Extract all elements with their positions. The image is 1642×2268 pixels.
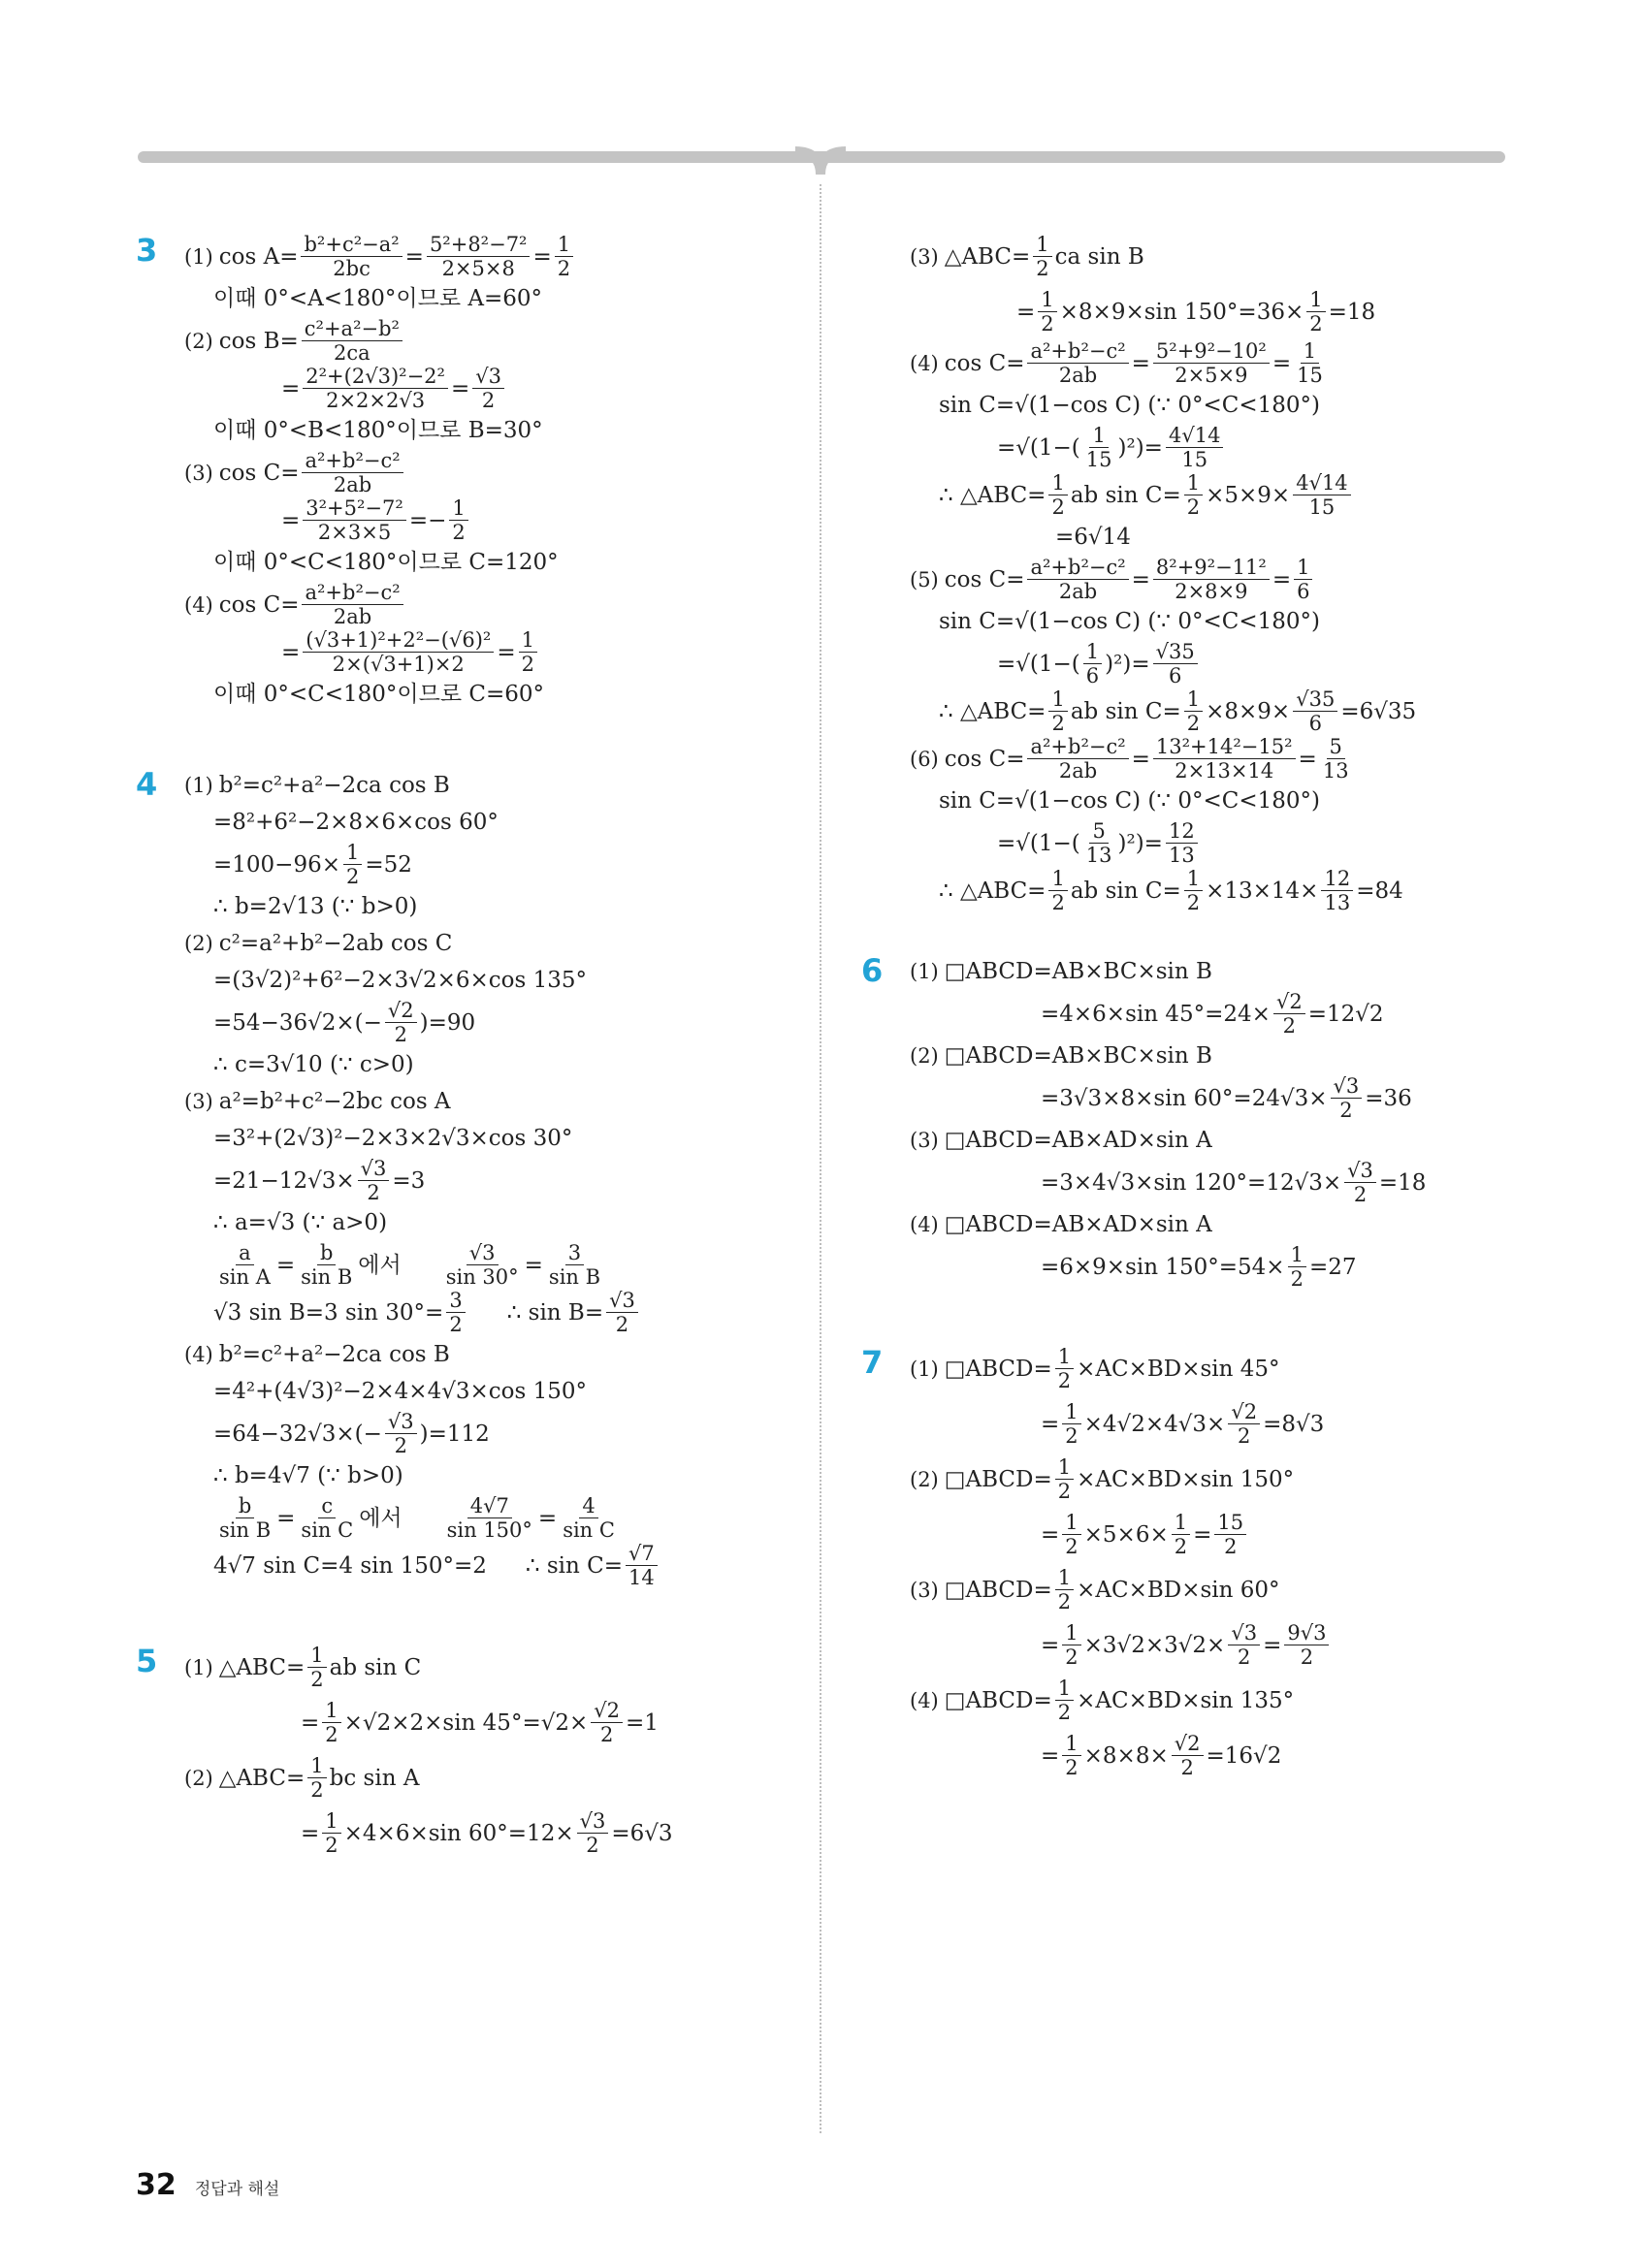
- fraction: $\frac{1}{2}$: [1184, 471, 1203, 519]
- solution-line: (5) cos C= $\frac{\text{a²+b²−c²}}{2ab}$ = $\frac{\text{8²+9²−11²}}{2\times 8\times 9}$ = $\frac{1}{6}$: [861, 556, 1521, 603]
- solution-line: (2) □ABCD= $\frac{1}{2}$ ×AC×BD×sin 150°: [910, 1455, 1295, 1503]
- fraction: $\frac{1}{2}$: [1055, 1566, 1074, 1613]
- solution-line: ∴ b=4√7 (∵ b>0): [213, 1463, 403, 1488]
- fraction: $\frac{4√7}{\sin 150^\circ}$: [446, 1494, 532, 1542]
- solution-line: sin C=√(1−cos C) (∵ 0°<C<180°): [939, 393, 1320, 418]
- fraction: $\frac{3}{\text{sin B}}$: [548, 1241, 601, 1289]
- fraction: $\frac{1}{15}$: [1297, 339, 1323, 387]
- fraction: $\frac{1}{2}$: [343, 841, 362, 888]
- fraction: $\frac{√3}{2}$: [385, 1410, 417, 1457]
- solution-line: =(3√2)²+6²−2×3√2×6×cos 135°: [213, 968, 588, 993]
- fraction: $\frac{1}{2}$: [1055, 1345, 1074, 1392]
- fraction: $\frac{1}{2}$: [1062, 1400, 1080, 1448]
- solution-line: (3) cos C= $\frac{\text{a²+b²−c²}}{2ab}$: [136, 449, 795, 496]
- footer-title: 정답과 해설: [194, 2180, 280, 2199]
- problem-7: [861, 1345, 1521, 1779]
- problem-3: [136, 233, 795, 713]
- fraction: $\frac{\text{a²+b²−c²}}{2ab}$: [302, 449, 402, 496]
- solution-line: = $\frac{1}{2}$ ×3√2×3√2× $\frac{√3}{2}$ = $\frac{9√3}{2}$: [861, 1621, 1521, 1669]
- solution-line: (3) a²=b²+c²−2bc cos A: [184, 1089, 451, 1114]
- solution-line: = $\frac{\text{3²+5²−7²}}{2\times 3\times 5}$ =− $\frac{1}{2}$: [136, 496, 795, 544]
- solution-line: = $\frac{1}{2}$ ×4×6×sin 60°=12× $\frac{√3}{2}$ =6√3: [301, 1809, 673, 1857]
- fraction: $\frac{1}{2}$: [1184, 687, 1203, 735]
- solution-line: =3×4√3×sin 120°=12√3× $\frac{√3}{2}$ =18: [1041, 1159, 1427, 1206]
- fraction: $\frac{b}{\text{sin B}}$: [219, 1494, 272, 1542]
- fraction: $\frac{1}{2}$: [1055, 1455, 1074, 1503]
- fraction: $\frac{1}{2}$: [1048, 687, 1067, 735]
- solution-line: =21−12√3× $\frac{√3}{2}$ =3: [213, 1157, 426, 1204]
- solution-line: =3√3×8×sin 60°=24√3× $\frac{√3}{2}$ =36: [1041, 1074, 1412, 1122]
- fraction: $\frac{1}{2}$: [1038, 288, 1056, 335]
- fraction: $\frac{\text{(√3+1)²+2²−(√6)²}}{2\times(√3+1)\times 2}$: [303, 628, 494, 676]
- solution-line: sin C=√(1−cos C) (∵ 0°<C<180°): [939, 609, 1320, 634]
- fraction: $\frac{\text{3²+5²−7²}}{2\times 3\times 5}$: [303, 496, 406, 544]
- fraction: $\frac{√2}{2}$: [1273, 990, 1305, 1038]
- fraction: $\frac{√3}{2}$: [606, 1289, 638, 1336]
- fraction: $\frac{9√3}{2}$: [1284, 1621, 1329, 1669]
- solution-line: (2) □ABCD=AB×BC×sin B: [910, 1043, 1212, 1069]
- solution-line: =4×6×sin 45°=24× $\frac{√2}{2}$ =12√2: [1041, 990, 1384, 1038]
- problem-5-continued: [861, 233, 1521, 914]
- solution-line: 이때 0°<A<180°이므로 A=60°: [213, 286, 543, 311]
- solution-line: =100−96× $\frac{1}{2}$ =52: [213, 841, 412, 888]
- fraction: $\frac{1}{2}$: [449, 496, 467, 544]
- fraction: $\frac{c}{\text{sin C}}$: [301, 1494, 354, 1542]
- problem-4: [136, 767, 795, 1589]
- solution-line: (2) cos B= $\frac{\text{c²+a²−b²}}{2ca}$: [136, 317, 795, 365]
- fraction: $\frac{\text{b²+c²−a²}}{2bc}$: [301, 233, 402, 280]
- solution-line: ∴ △ABC= $\frac{1}{2}$ ab sin C= $\frac{1}{2}$ ×5×9× $\frac{4√14}{15}$: [861, 471, 1521, 519]
- solution-line: 이때 0°<C<180°이므로 C=60°: [213, 682, 545, 707]
- fraction: $\frac{\text{a²+b²−c²}}{2ab}$: [1027, 735, 1128, 783]
- fraction: $\frac{√3}{2}$: [1344, 1159, 1376, 1206]
- solution-line: 이때 0°<B<180°이므로 B=30°: [213, 418, 543, 443]
- fraction: $\frac{1}{2}$: [322, 1699, 340, 1746]
- solution-line: =64−32√3×(− $\frac{√3}{2}$ )=112: [213, 1410, 490, 1457]
- solution-line: = $\frac{1}{2}$ ×5×6× $\frac{1}{2}$ = $\frac{15}{2}$: [861, 1511, 1521, 1558]
- fraction: $\frac{5}{13}$: [1085, 819, 1112, 867]
- solution-line: =√(1−( $\frac{1}{6}$ )²)= $\frac{√35}{6}$: [861, 640, 1521, 687]
- solution-line: (1) cos A= $\frac{\text{b²+c²−a²}}{2bc}$ = $\frac{\text{5²+8²−7²}}{2\times 5\times 8}$ = $\frac{1}{2}$: [136, 233, 795, 280]
- solution-line: = $\frac{1}{2}$ ×√2×2×sin 45°=√2× $\frac{√2}{2}$ =1: [301, 1699, 659, 1746]
- fraction: $\frac{1}{15}$: [1085, 424, 1112, 471]
- fraction: $\frac{1}{2}$: [1048, 867, 1067, 914]
- problem-6: [861, 953, 1521, 1291]
- fraction: $\frac{\text{a²+b²−c²}}{2ab}$: [302, 581, 402, 628]
- solution-line: ∴ a=√3 (∵ a>0): [213, 1210, 388, 1235]
- solution-line: ∴ △ABC= $\frac{1}{2}$ ab sin C= $\frac{1}{2}$ ×13×14× $\frac{12}{13}$ =84: [939, 867, 1403, 914]
- solution-line: ∴ c=3√10 (∵ c>0): [213, 1052, 414, 1077]
- fraction: $\frac{1}{2}$: [307, 1754, 326, 1802]
- solution-line: = $\frac{1}{2}$ ×8×8× $\frac{√2}{2}$ =16√2: [1041, 1732, 1282, 1779]
- fraction: $\frac{1}{2}$: [1172, 1511, 1190, 1558]
- solution-line: = $\frac{1}{2}$ ×4√2×4√3× $\frac{√2}{2}$ =8√3: [1041, 1400, 1325, 1448]
- fraction: $\frac{1}{2}$: [1306, 288, 1325, 335]
- right-column: [861, 233, 1521, 1779]
- fraction: $\frac{1}{2}$: [555, 233, 573, 280]
- fraction: $\frac{1}{2}$: [1062, 1621, 1080, 1669]
- solution-line: =√(1−( $\frac{1}{15}$ )²)= $\frac{4√14}{15}$: [861, 424, 1521, 471]
- solution-line: (3) △ABC= $\frac{1}{2}$ ca sin B: [910, 233, 1144, 280]
- problem-number: 4: [136, 766, 158, 803]
- fraction: $\frac{1}{2}$: [1184, 867, 1203, 914]
- solution-line: (2) △ABC= $\frac{1}{2}$ bc sin A: [184, 1754, 420, 1802]
- solution-line: = $\frac{\text{(√3+1)²+2²−(√6)²}}{2\times(√3+1)\times 2}$ = $\frac{1}{2}$: [136, 628, 795, 676]
- solution-line: (1) □ABCD=AB×BC×sin B: [910, 959, 1212, 984]
- fraction: $\frac{\text{2²+(2√3)²−2²}}{2\times 2\times 2√3}$: [303, 365, 448, 412]
- fraction: $\frac{1}{2}$: [1055, 1677, 1074, 1724]
- fraction: $\frac{√3}{2}$: [1228, 1621, 1260, 1669]
- fraction: $\frac{1}{2}$: [1062, 1732, 1080, 1779]
- fraction: $\frac{√3}{\sin 30^\circ}$: [445, 1241, 519, 1289]
- solution-line: =6√14: [1055, 525, 1131, 550]
- fraction: $\frac{3}{2}$: [446, 1289, 465, 1336]
- solution-line: (4) cos C= $\frac{\text{a²+b²−c²}}{2ab}$ = $\frac{\text{5²+9²−10²}}{2\times 5\times 9}$ = $\frac{1}{15}$: [861, 339, 1521, 387]
- problem-number: 7: [861, 1344, 884, 1381]
- problem-number: 3: [136, 232, 158, 269]
- solution-line: (3) □ABCD=AB×AD×sin A: [910, 1128, 1212, 1153]
- fraction: $\frac{\text{13²+14²−15²}}{2\times 13\times 14}$: [1153, 735, 1296, 783]
- fraction: $\frac{√2}{2}$: [385, 999, 417, 1046]
- solution-line: (4) cos C= $\frac{\text{a²+b²−c²}}{2ab}$: [136, 581, 795, 628]
- fraction: $\frac{√2}{2}$: [1172, 1732, 1204, 1779]
- fraction: $\frac{12}{13}$: [1166, 819, 1198, 867]
- solution-line: (1) □ABCD= $\frac{1}{2}$ ×AC×BD×sin 45°: [910, 1345, 1280, 1392]
- fraction: $\frac{a}{\text{sin A}}$: [219, 1241, 271, 1289]
- problem-number: 5: [136, 1643, 158, 1679]
- solution-line: $\frac{b}{\text{sin B}}$ = $\frac{c}{\text{sin C}}$ 에서 $\frac{4√7}{\sin 150^\circ}$ = $\frac{4}{\text{sin C}}$: [136, 1494, 795, 1542]
- fraction: $\frac{\text{8²+9²−11²}}{2\times 8\times 9}$: [1153, 556, 1270, 603]
- solution-line: (4) b²=c²+a²−2ca cos B: [184, 1342, 450, 1367]
- fraction: $\frac{√35}{6}$: [1153, 640, 1198, 687]
- fraction: $\frac{12}{13}$: [1321, 867, 1353, 914]
- fraction: $\frac{\text{5²+8²−7²}}{2\times 5\times 8}$: [427, 233, 531, 280]
- fraction: $\frac{1}{2}$: [1048, 471, 1067, 519]
- fraction: $\frac{1}{2}$: [519, 628, 537, 676]
- fraction: $\frac{√3}{2}$: [1331, 1074, 1363, 1122]
- solution-line: (6) cos C= $\frac{\text{a²+b²−c²}}{2ab}$ = $\frac{\text{13²+14²−15²}}{2\times 13\times 14}$ = $\frac{5}{13}$: [861, 735, 1521, 783]
- fraction: $\frac{√35}{6}$: [1293, 687, 1337, 735]
- fraction: $\frac{\text{5²+9²−10²}}{2\times 5\times 9}$: [1153, 339, 1270, 387]
- solution-line: 이때 0°<C<180°이므로 C=120°: [213, 550, 559, 575]
- solution-line: √3 sin B=3 sin 30°= $\frac{3}{2}$ ∴ sin B= $\frac{√3}{2}$: [136, 1289, 795, 1336]
- page-footer: [136, 2168, 279, 2202]
- fraction: $\frac{√7}{14}$: [626, 1542, 658, 1589]
- page-number: 32: [136, 2168, 177, 2202]
- fraction: $\frac{1}{6}$: [1294, 556, 1312, 603]
- solution-line: =4²+(4√3)²−2×4×4√3×cos 150°: [213, 1379, 588, 1404]
- fraction: $\frac{1}{6}$: [1083, 640, 1102, 687]
- problem-5: [136, 1644, 795, 1857]
- fraction: $\frac{4}{\text{sin C}}$: [563, 1494, 615, 1542]
- problem-number: 6: [861, 952, 884, 989]
- solution-line: =6×9×sin 150°=54× $\frac{1}{2}$ =27: [1041, 1243, 1357, 1291]
- fraction: $\frac{√3}{2}$: [577, 1809, 609, 1857]
- top-divider-notch: [795, 145, 846, 178]
- solution-line: (4) □ABCD=AB×AD×sin A: [910, 1212, 1212, 1237]
- solution-line: =8²+6²−2×8×6×cos 60°: [213, 810, 499, 835]
- column-divider: [820, 184, 821, 2133]
- solution-line: ∴ △ABC= $\frac{1}{2}$ ab sin C= $\frac{1}{2}$ ×8×9× $\frac{√35}{6}$ =6√35: [939, 687, 1417, 735]
- fraction: $\frac{√3}{2}$: [472, 365, 504, 412]
- fraction: $\frac{\text{c²+a²−b²}}{2ca}$: [302, 317, 402, 365]
- solution-line: (1) △ABC= $\frac{1}{2}$ ab sin C: [184, 1644, 422, 1691]
- solution-line: =√(1−( $\frac{5}{13}$ )²)= $\frac{12}{13}$: [861, 819, 1521, 867]
- fraction: $\frac{15}{2}$: [1214, 1511, 1246, 1558]
- fraction: $\frac{4√14}{15}$: [1166, 424, 1223, 471]
- fraction: $\frac{\text{a²+b²−c²}}{2ab}$: [1027, 339, 1128, 387]
- fraction: $\frac{5}{13}$: [1322, 735, 1349, 783]
- solution-line: =54−36√2×(− $\frac{√2}{2}$ )=90: [213, 999, 476, 1046]
- solution-line: (1) b²=c²+a²−2ca cos B: [184, 773, 450, 798]
- solution-line: ∴ b=2√13 (∵ b>0): [213, 894, 418, 919]
- solution-line: $\frac{a}{\text{sin A}}$ = $\frac{b}{\text{sin B}}$ 에서 $\frac{√3}{\sin 30^\circ}$ = $\frac{3}{\text{sin B}}$: [136, 1241, 795, 1289]
- fraction: $\frac{1}{2}$: [1062, 1511, 1080, 1558]
- solution-line: = $\frac{\text{2²+(2√3)²−2²}}{2\times 2\times 2√3}$ = $\frac{√3}{2}$: [136, 365, 795, 412]
- solution-line: =3²+(2√3)²−2×3×2√3×cos 30°: [213, 1126, 573, 1151]
- fraction: $\frac{√2}{2}$: [591, 1699, 623, 1746]
- solution-line: (2) c²=a²+b²−2ab cos C: [184, 931, 453, 956]
- fraction: $\frac{b}{\text{sin B}}$: [301, 1241, 353, 1289]
- fraction: $\frac{1}{2}$: [1033, 233, 1051, 280]
- fraction: $\frac{1}{2}$: [1288, 1243, 1306, 1291]
- fraction: $\frac{1}{2}$: [307, 1644, 326, 1691]
- solution-line: = $\frac{1}{2}$ ×8×9×sin 150°=36× $\frac{1}{2}$ =18: [1016, 288, 1376, 335]
- solution-line: 4√7 sin C=4 sin 150°=2 ∴ sin C= $\frac{√7}{14}$: [136, 1542, 795, 1589]
- fraction: $\frac{√2}{2}$: [1228, 1400, 1260, 1448]
- solution-line: (3) □ABCD= $\frac{1}{2}$ ×AC×BD×sin 60°: [910, 1566, 1280, 1613]
- left-column: [136, 233, 795, 1857]
- fraction: $\frac{√3}{2}$: [358, 1157, 390, 1204]
- solution-line: sin C=√(1−cos C) (∵ 0°<C<180°): [939, 788, 1320, 814]
- fraction: $\frac{\text{a²+b²−c²}}{2ab}$: [1027, 556, 1128, 603]
- solution-line: (4) □ABCD= $\frac{1}{2}$ ×AC×BD×sin 135°: [910, 1677, 1295, 1724]
- fraction: $\frac{4√14}{15}$: [1293, 471, 1350, 519]
- fraction: $\frac{1}{2}$: [322, 1809, 340, 1857]
